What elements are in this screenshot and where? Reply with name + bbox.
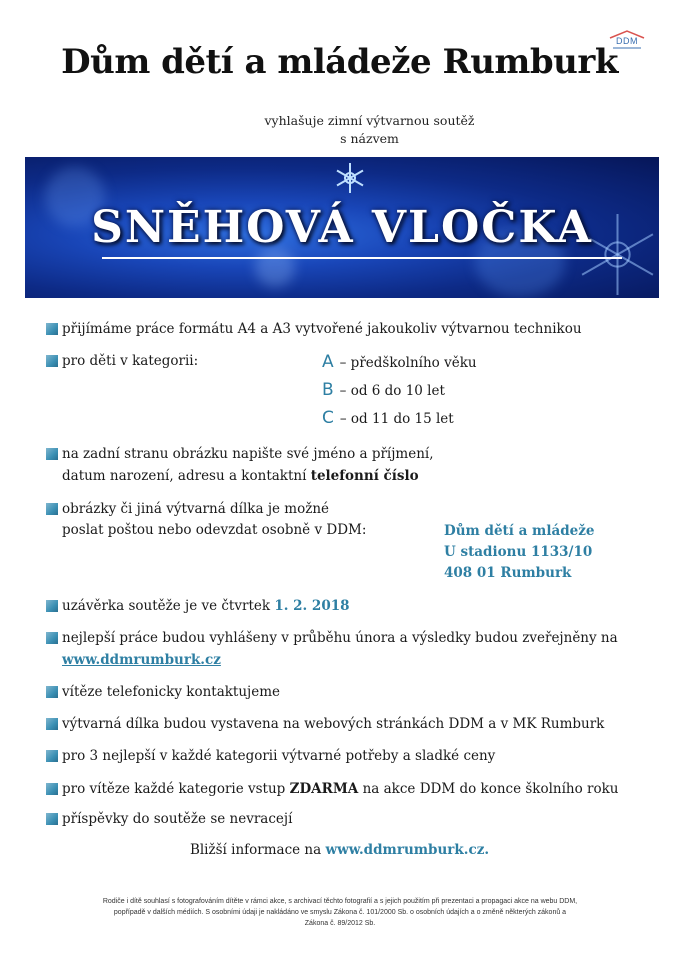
item-free-entry: pro vítěze každé kategorie vstup ZDARMA na akce DDM do konce školního roku [62, 781, 619, 797]
footer-line-2: popřípadě v dalších médiích. S osobními údaji je nakládáno ve smyslu Zákona č. 101/2000 Sb. o osobních údajích a o změně některých zákonů a [113, 909, 567, 916]
address-line-1: Dům dětí a mládeže [444, 523, 595, 539]
footer-disclaimer [40, 896, 640, 929]
footer-line-3: Zákona č. 89/2012 Sb. [304, 920, 376, 927]
item-send-line-1: obrázky či jiná výtvarná dílka je možné [62, 501, 330, 517]
bullet-icon [46, 783, 58, 795]
bullet-icon [46, 503, 58, 515]
bullet-icon [46, 813, 58, 825]
item-backside-line-1: na zadní stranu obrázku napište své jméno a příjmení, [62, 446, 434, 462]
logo-text: DDM [616, 36, 638, 46]
item-send-line-2: poslat poštou nebo odevzdat osobně v DDM: [62, 522, 367, 538]
address-line-2: U stadionu 1133/10 [444, 544, 593, 560]
banner-underline [102, 257, 622, 259]
item-contact: vítěze telefonicky kontaktujeme [62, 684, 281, 700]
category-a: A – předškolního věku [322, 352, 477, 372]
page-title: Dům dětí a mládeže Rumburk [61, 42, 618, 82]
bullet-icon [46, 750, 58, 762]
footer-line-1: Rodiče i dítě souhlasí s fotografováním dítěte v rámci akce, s archivací těchto fotografií a s jejich použitím při prezentaci a propagaci akce na webu DDM, [102, 898, 578, 905]
results-link[interactable]: www.ddmrumburk.cz [62, 652, 221, 668]
bullet-icon [46, 632, 58, 644]
category-c: C – od 11 do 15 let [322, 408, 454, 428]
bullet-icon [46, 355, 58, 367]
banner [25, 157, 659, 298]
item-formats: přijímáme práce formátu A4 a A3 vytvořené jakoukoliv výtvarnou technikou [62, 321, 582, 337]
item-categories-label: pro děti v kategorii: [62, 353, 199, 369]
address-line-3: 408 01 Rumburk [444, 565, 572, 581]
bullet-icon [46, 448, 58, 460]
bullet-icon [46, 323, 58, 335]
item-noreturn: příspěvky do soutěže se nevracejí [62, 811, 293, 827]
snowflake-icon [333, 161, 367, 195]
intro-line-2: s názvem [340, 131, 399, 146]
bullet-icon [46, 686, 58, 698]
banner-title: SNĚHOVÁ VLOČKA [91, 202, 593, 253]
bullet-icon [46, 718, 58, 730]
category-b: B – od 6 do 10 let [322, 380, 445, 400]
more-info-link[interactable]: www.ddmrumburk.cz. [325, 842, 490, 858]
item-exhibit: výtvarná dílka budou vystavena na webových stránkách DDM a v MK Rumburk [62, 716, 605, 732]
bullet-icon [46, 600, 58, 612]
more-info: Bližší informace na www.ddmrumburk.cz. [189, 842, 490, 858]
item-backside-line-2: datum narození, adresu a kontaktní telefonní číslo [62, 468, 419, 484]
item-prizes: pro 3 nejlepší v každé kategorii výtvarné potřeby a sladké ceny [62, 748, 496, 764]
item-results-line-1: nejlepší práce budou vyhlášeny v průběhu února a výsledky budou zveřejněny na [62, 630, 618, 646]
item-deadline: uzávěrka soutěže je ve čtvrtek 1. 2. 2018 [62, 598, 350, 614]
intro-line-1: vyhlašuje zimní výtvarnou soutěž [264, 113, 475, 128]
